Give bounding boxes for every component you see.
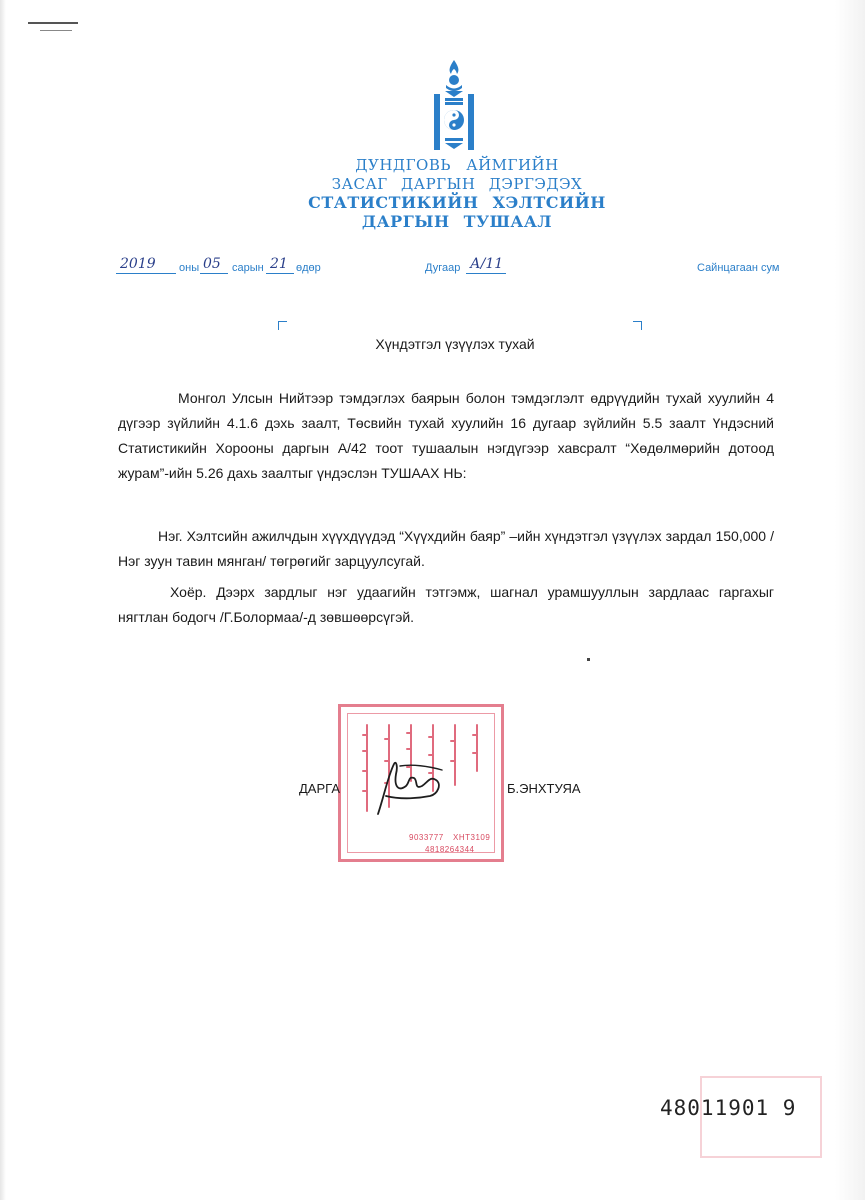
seal-code-2: ХНТ3109: [453, 833, 491, 842]
document-number-underline: [466, 273, 506, 274]
signature-name: Б.ЭНХТУЯА: [507, 781, 581, 796]
corner-pen-mark: [28, 22, 78, 24]
scan-left-edge: [0, 0, 6, 1200]
date-month: 05: [203, 256, 221, 272]
signature-title: ДАРГА: [299, 781, 340, 796]
date-day-underline: [266, 273, 294, 274]
body-paragraph-3: Хоёр. Дээрх зардлыг нэг удаагийн тэтгэмж, шагнал урамшууллын зардлаас гаргахыг нягтлан бодогч /Г.Болормаа/-д зөвшөөрсүгэй.: [118, 584, 774, 625]
date-month-label: сарын: [232, 262, 264, 274]
date-month-underline: [200, 273, 228, 274]
date-day: 21: [270, 256, 288, 272]
header-line-1: ДУНДГОВЬ АЙМГИЙН: [355, 156, 559, 174]
document-number: А/11: [470, 256, 504, 272]
title-bracket-right: [633, 321, 642, 330]
place-name: Сайнцагаан сум: [697, 262, 780, 274]
date-year-label: оны: [179, 262, 200, 274]
body-paragraph-1: Монгол Улсын Нийтээр тэмдэглэх баярын болон тэмдэглэлт өдрүүдийн тухай хуулийн 4 дүгээр зүйлийн 4.1.6 дэхь заалт, Төсвийн тухай хуулийн 16 дугаар зүйлийн 5.5 заалт Үндэсний Статистикийн Хорооны даргын А/42 тоот тушаалын нэгдүгээр хавсралт “Хөдөлмөрийн дотоод журам”-ийн 5.26 дахь заалтыг үндэслэн ТУШААХ НЬ:: [118, 390, 774, 481]
header-line-3: СТАТИСТИКИЙН ХЭЛТСИЙН: [308, 193, 606, 212]
number-label: Дугаар: [425, 262, 461, 274]
scan-right-edge: [835, 0, 865, 1200]
header-line-4: ДАРГЫН ТУШААЛ: [361, 212, 553, 231]
date-year: 2019: [120, 256, 156, 272]
document-title: Хүндэтгэл үзүүлэх тухай: [375, 336, 535, 352]
soyombo-emblem-icon: [432, 58, 476, 154]
date-year-underline: [116, 273, 176, 274]
corner-pen-mark-2: [40, 30, 72, 31]
title-bracket-left: [278, 321, 287, 330]
header-line-2: ЗАСАГ ДАРГЫН ДЭРГЭДЭХ: [331, 175, 583, 193]
seal-code-3: 4818264344: [425, 845, 475, 854]
handwritten-signature-icon: [372, 756, 452, 820]
ink-speck: [587, 658, 590, 661]
registration-number: 48011901 9: [660, 1096, 797, 1120]
body-paragraph-2: Нэг. Хэлтсийн ажилчдын хүүхдүүдэд “Хүүхдийн баяр” –ийн хүндэтгэл үзүүлэх зардал 150,000 /Нэг зуун тавин мянган/ төгрөгийг зарцуулсугай.: [118, 528, 774, 569]
seal-code-1: 9033777: [409, 833, 444, 842]
date-day-label: өдөр: [296, 262, 321, 274]
